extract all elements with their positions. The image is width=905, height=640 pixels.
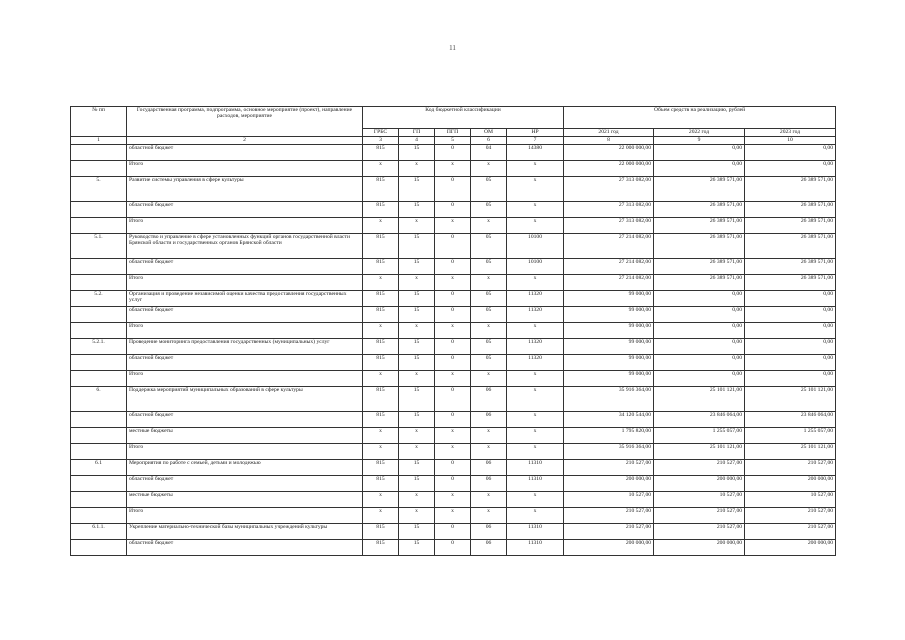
header-om: ОМ (471, 129, 507, 137)
cell-2022: 0,00 (654, 145, 745, 161)
cell-nr: 11310 (507, 540, 564, 556)
cell-2023: 0,00 (745, 371, 836, 387)
cell-2023: 0,00 (745, 355, 836, 371)
row-name: Итого (127, 323, 363, 339)
header-index: 6 (471, 137, 507, 145)
cell-grbs: х (363, 218, 399, 234)
cell-nr: 11310 (507, 476, 564, 492)
cell-pgp: 0 (435, 387, 471, 412)
cell-nr: 10100 (507, 234, 564, 259)
cell-nr: х (507, 492, 564, 508)
cell-2021: 35 916 364,00 (564, 444, 654, 460)
row-name: Итого (127, 275, 363, 291)
header-index: 9 (654, 137, 745, 145)
cell-2021: 27 214 082,00 (564, 259, 654, 275)
header-num: № пп (71, 107, 127, 137)
cell-grbs: х (363, 492, 399, 508)
row-number (71, 307, 127, 323)
cell-2023: 0,00 (745, 339, 836, 355)
row-name: областной бюджет (127, 202, 363, 218)
row-name: Итого (127, 218, 363, 234)
table-row (71, 339, 836, 355)
cell-2022: 26 389 571,00 (654, 259, 745, 275)
cell-om: 05 (471, 355, 507, 371)
cell-2021: 1 795 820,00 (564, 428, 654, 444)
cell-gp: 15 (399, 307, 435, 323)
cell-2021: 27 313 082,00 (564, 177, 654, 202)
table-row (71, 387, 836, 412)
cell-grbs: 815 (363, 291, 399, 307)
row-number (71, 371, 127, 387)
cell-gp: х (399, 275, 435, 291)
row-name: Итого (127, 508, 363, 524)
table-row (71, 161, 836, 177)
cell-gp: х (399, 444, 435, 460)
cell-pgp: 0 (435, 460, 471, 476)
cell-nr: х (507, 387, 564, 412)
cell-om: 05 (471, 202, 507, 218)
row-number (71, 492, 127, 508)
header-index: 10 (745, 137, 836, 145)
cell-2021: 27 313 082,00 (564, 202, 654, 218)
row-number (71, 444, 127, 460)
table-row (71, 540, 836, 556)
budget-table (70, 106, 836, 556)
cell-grbs: 815 (363, 412, 399, 428)
row-name: областной бюджет (127, 476, 363, 492)
cell-2021: 210 527,00 (564, 508, 654, 524)
cell-2021: 10 527,00 (564, 492, 654, 508)
cell-2023: 0,00 (745, 145, 836, 161)
row-name: Проведение мониторинга предоставления государственных (муниципальных) услуг (127, 339, 363, 355)
row-name: Итого (127, 444, 363, 460)
table-row (71, 371, 836, 387)
cell-gp: х (399, 218, 435, 234)
table-row (71, 444, 836, 460)
cell-2021: 22 000 000,00 (564, 145, 654, 161)
header-year-2022: 2022 год (654, 129, 745, 137)
cell-gp: 15 (399, 177, 435, 202)
row-name: Поддержка мероприятий муниципальных образований в сфере культуры (127, 387, 363, 412)
cell-2023: 26 389 571,00 (745, 218, 836, 234)
cell-gp: 15 (399, 234, 435, 259)
cell-2023: 26 389 571,00 (745, 234, 836, 259)
cell-om: х (471, 161, 507, 177)
cell-2022: 26 389 571,00 (654, 177, 745, 202)
cell-2023: 200 000,00 (745, 476, 836, 492)
row-name: местные бюджеты (127, 492, 363, 508)
row-name: Укрепление материально-технической базы муниципальных учреждений культуры (127, 524, 363, 540)
header-index: 4 (399, 137, 435, 145)
cell-2022: 210 527,00 (654, 460, 745, 476)
cell-nr: х (507, 275, 564, 291)
cell-nr: х (507, 428, 564, 444)
cell-grbs: 815 (363, 145, 399, 161)
cell-om: х (471, 218, 507, 234)
cell-nr: 11320 (507, 339, 564, 355)
cell-grbs: 815 (363, 177, 399, 202)
cell-nr: х (507, 218, 564, 234)
cell-om: 06 (471, 540, 507, 556)
cell-nr: х (507, 371, 564, 387)
cell-pgp: 0 (435, 234, 471, 259)
row-number (71, 145, 127, 161)
cell-2022: 0,00 (654, 339, 745, 355)
cell-2022: 0,00 (654, 355, 745, 371)
cell-2022: 200 000,00 (654, 476, 745, 492)
cell-2023: 0,00 (745, 161, 836, 177)
cell-grbs: 815 (363, 460, 399, 476)
cell-pgp: 0 (435, 524, 471, 540)
cell-2022: 0,00 (654, 307, 745, 323)
cell-grbs: 815 (363, 259, 399, 275)
cell-nr: х (507, 444, 564, 460)
cell-pgp: 0 (435, 202, 471, 218)
cell-2021: 99 000,00 (564, 323, 654, 339)
cell-2021: 27 214 082,00 (564, 275, 654, 291)
row-name: областной бюджет (127, 307, 363, 323)
cell-2022: 23 846 064,00 (654, 412, 745, 428)
cell-pgp: х (435, 492, 471, 508)
cell-2022: 26 389 571,00 (654, 234, 745, 259)
cell-2023: 26 389 571,00 (745, 202, 836, 218)
header-year-2021: 2021 год (564, 129, 654, 137)
cell-om: х (471, 275, 507, 291)
cell-gp: 15 (399, 339, 435, 355)
cell-grbs: х (363, 371, 399, 387)
cell-om: 06 (471, 460, 507, 476)
cell-nr: 11320 (507, 307, 564, 323)
row-name: Развитие системы управления в сфере культуры (127, 177, 363, 202)
cell-2023: 26 389 571,00 (745, 275, 836, 291)
cell-pgp: х (435, 161, 471, 177)
cell-gp: х (399, 428, 435, 444)
row-number (71, 428, 127, 444)
cell-2023: 0,00 (745, 307, 836, 323)
cell-nr: х (507, 177, 564, 202)
table-header (71, 107, 836, 145)
table-row (71, 145, 836, 161)
cell-pgp: х (435, 371, 471, 387)
row-name: Мероприятия по работе с семьей, детьми и молодежью (127, 460, 363, 476)
row-number (71, 161, 127, 177)
header-volume: Объем средств на реализацию, рублей (564, 107, 836, 129)
cell-2021: 22 000 000,00 (564, 161, 654, 177)
cell-gp: х (399, 161, 435, 177)
cell-2022: 26 389 571,00 (654, 202, 745, 218)
cell-2023: 26 389 571,00 (745, 259, 836, 275)
table-row (71, 524, 836, 540)
row-number (71, 323, 127, 339)
table-body (71, 145, 836, 556)
header-year-2023: 2023 год (745, 129, 836, 137)
header-index: 7 (507, 137, 564, 145)
cell-om: 06 (471, 412, 507, 428)
cell-2022: 0,00 (654, 291, 745, 307)
cell-nr: х (507, 412, 564, 428)
cell-2021: 210 527,00 (564, 460, 654, 476)
cell-pgp: х (435, 218, 471, 234)
cell-grbs: х (363, 323, 399, 339)
cell-2023: 10 527,00 (745, 492, 836, 508)
cell-2022: 26 389 571,00 (654, 218, 745, 234)
cell-gp: х (399, 508, 435, 524)
header-index: 5 (435, 137, 471, 145)
cell-gp: 15 (399, 412, 435, 428)
header-index: 3 (363, 137, 399, 145)
row-name: Организация и проведение независимой оценки качества предоставления государственных услуг (127, 291, 363, 307)
row-number (71, 202, 127, 218)
page-number: 11 (449, 44, 456, 52)
cell-2022: 0,00 (654, 371, 745, 387)
header-kbk: Код бюджетной классификации (363, 107, 564, 129)
cell-2022: 1 255 057,00 (654, 428, 745, 444)
cell-grbs: х (363, 428, 399, 444)
cell-2021: 35 916 364,00 (564, 387, 654, 412)
cell-pgp: 0 (435, 145, 471, 161)
table-row (71, 234, 836, 259)
cell-2023: 0,00 (745, 291, 836, 307)
cell-grbs: х (363, 508, 399, 524)
cell-gp: 15 (399, 476, 435, 492)
row-number (71, 412, 127, 428)
cell-2022: 10 527,00 (654, 492, 745, 508)
cell-gp: х (399, 492, 435, 508)
cell-nr: 14380 (507, 145, 564, 161)
header-grbs: ГРБС (363, 129, 399, 137)
cell-grbs: 815 (363, 476, 399, 492)
cell-om: х (471, 323, 507, 339)
table-row (71, 476, 836, 492)
header-nr: НР (507, 129, 564, 137)
cell-om: 05 (471, 177, 507, 202)
cell-gp: 15 (399, 202, 435, 218)
cell-om: х (471, 444, 507, 460)
cell-nr: 11310 (507, 524, 564, 540)
cell-nr: х (507, 202, 564, 218)
row-number: 6. (71, 387, 127, 412)
cell-grbs: 815 (363, 387, 399, 412)
cell-2021: 99 000,00 (564, 355, 654, 371)
cell-pgp: х (435, 444, 471, 460)
table-row (71, 275, 836, 291)
cell-2021: 99 000,00 (564, 339, 654, 355)
cell-grbs: х (363, 444, 399, 460)
row-number: 6.1 (71, 460, 127, 476)
cell-grbs: х (363, 161, 399, 177)
cell-grbs: 815 (363, 234, 399, 259)
row-name: Итого (127, 161, 363, 177)
row-name: местные бюджеты (127, 428, 363, 444)
cell-2023: 25 101 121,00 (745, 444, 836, 460)
cell-gp: 15 (399, 355, 435, 371)
cell-2023: 210 527,00 (745, 460, 836, 476)
row-number: 5.1. (71, 234, 127, 259)
table-row (71, 508, 836, 524)
header-name: Государственная программа, подпрограмма, основное мероприятие (проект), направление расходов, мероприятие (127, 107, 363, 137)
header-gp: ГП (399, 129, 435, 137)
cell-2023: 210 527,00 (745, 524, 836, 540)
table-row (71, 202, 836, 218)
header-pgp: ПГП (435, 129, 471, 137)
row-name: областной бюджет (127, 412, 363, 428)
cell-gp: 15 (399, 524, 435, 540)
cell-2021: 99 000,00 (564, 307, 654, 323)
cell-pgp: х (435, 275, 471, 291)
cell-gp: 15 (399, 540, 435, 556)
cell-grbs: 815 (363, 524, 399, 540)
cell-gp: 15 (399, 387, 435, 412)
header-index: 1 (71, 137, 127, 145)
cell-2021: 210 527,00 (564, 524, 654, 540)
row-number (71, 218, 127, 234)
cell-pgp: 0 (435, 177, 471, 202)
row-name: Руководство и управление в сфере установленных функций органов государственной власти Брянской области и государственных органов Брянской области (127, 234, 363, 259)
cell-om: х (471, 371, 507, 387)
cell-pgp: 0 (435, 291, 471, 307)
row-name: областной бюджет (127, 259, 363, 275)
cell-gp: 15 (399, 460, 435, 476)
cell-nr: х (507, 161, 564, 177)
cell-pgp: 0 (435, 476, 471, 492)
cell-2023: 25 101 121,00 (745, 387, 836, 412)
cell-om: 06 (471, 387, 507, 412)
table-row (71, 492, 836, 508)
cell-2021: 200 000,00 (564, 540, 654, 556)
cell-om: 05 (471, 307, 507, 323)
header-index: 2 (127, 137, 363, 145)
cell-2023: 26 389 571,00 (745, 177, 836, 202)
cell-2021: 200 000,00 (564, 476, 654, 492)
cell-gp: 15 (399, 145, 435, 161)
cell-gp: 15 (399, 259, 435, 275)
table-row (71, 323, 836, 339)
table-row (71, 460, 836, 476)
cell-nr: х (507, 508, 564, 524)
row-number (71, 540, 127, 556)
cell-pgp: 0 (435, 259, 471, 275)
cell-pgp: х (435, 428, 471, 444)
cell-2022: 0,00 (654, 161, 745, 177)
table-row (71, 355, 836, 371)
cell-om: х (471, 508, 507, 524)
cell-grbs: 815 (363, 355, 399, 371)
cell-gp: х (399, 323, 435, 339)
row-number (71, 259, 127, 275)
cell-om: 04 (471, 145, 507, 161)
cell-2021: 27 214 082,00 (564, 234, 654, 259)
cell-nr: х (507, 323, 564, 339)
cell-om: 05 (471, 259, 507, 275)
row-name: Итого (127, 371, 363, 387)
cell-nr: 11320 (507, 355, 564, 371)
table-row (71, 177, 836, 202)
cell-2023: 200 000,00 (745, 540, 836, 556)
cell-gp: х (399, 371, 435, 387)
cell-pgp: х (435, 323, 471, 339)
header-index: 8 (564, 137, 654, 145)
row-number: 6.1.1. (71, 524, 127, 540)
cell-nr: 11310 (507, 460, 564, 476)
cell-pgp: 0 (435, 355, 471, 371)
cell-2023: 23 846 064,00 (745, 412, 836, 428)
row-number: 5.2. (71, 291, 127, 307)
cell-om: 06 (471, 524, 507, 540)
cell-grbs: 815 (363, 339, 399, 355)
cell-2022: 200 000,00 (654, 540, 745, 556)
table-row (71, 307, 836, 323)
cell-grbs: 815 (363, 307, 399, 323)
cell-grbs: х (363, 275, 399, 291)
cell-om: 05 (471, 234, 507, 259)
row-name: областной бюджет (127, 540, 363, 556)
cell-nr: 11320 (507, 291, 564, 307)
cell-gp: 15 (399, 291, 435, 307)
row-number (71, 355, 127, 371)
cell-2021: 99 000,00 (564, 291, 654, 307)
cell-nr: 10100 (507, 259, 564, 275)
table-row (71, 218, 836, 234)
cell-pgp: 0 (435, 307, 471, 323)
cell-grbs: 815 (363, 540, 399, 556)
cell-pgp: 0 (435, 540, 471, 556)
cell-om: х (471, 492, 507, 508)
cell-2022: 210 527,00 (654, 508, 745, 524)
cell-om: 05 (471, 339, 507, 355)
cell-2022: 0,00 (654, 323, 745, 339)
cell-2023: 0,00 (745, 323, 836, 339)
row-number (71, 476, 127, 492)
row-name: областной бюджет (127, 145, 363, 161)
cell-2021: 34 120 544,00 (564, 412, 654, 428)
cell-2022: 25 101 121,00 (654, 387, 745, 412)
cell-2022: 210 527,00 (654, 524, 745, 540)
table-row (71, 412, 836, 428)
table-row (71, 291, 836, 307)
cell-om: 05 (471, 291, 507, 307)
row-name: областной бюджет (127, 355, 363, 371)
cell-2023: 210 527,00 (745, 508, 836, 524)
row-number: 5.2.1. (71, 339, 127, 355)
cell-2021: 27 313 082,00 (564, 218, 654, 234)
cell-om: 06 (471, 476, 507, 492)
cell-2022: 25 101 121,00 (654, 444, 745, 460)
cell-2021: 99 000,00 (564, 371, 654, 387)
cell-grbs: 815 (363, 202, 399, 218)
cell-pgp: х (435, 508, 471, 524)
table-row (71, 259, 836, 275)
row-number: 5. (71, 177, 127, 202)
cell-2023: 1 255 057,00 (745, 428, 836, 444)
cell-2022: 26 389 571,00 (654, 275, 745, 291)
table-row (71, 428, 836, 444)
cell-pgp: 0 (435, 412, 471, 428)
row-number (71, 508, 127, 524)
row-number (71, 275, 127, 291)
cell-om: х (471, 428, 507, 444)
cell-pgp: 0 (435, 339, 471, 355)
